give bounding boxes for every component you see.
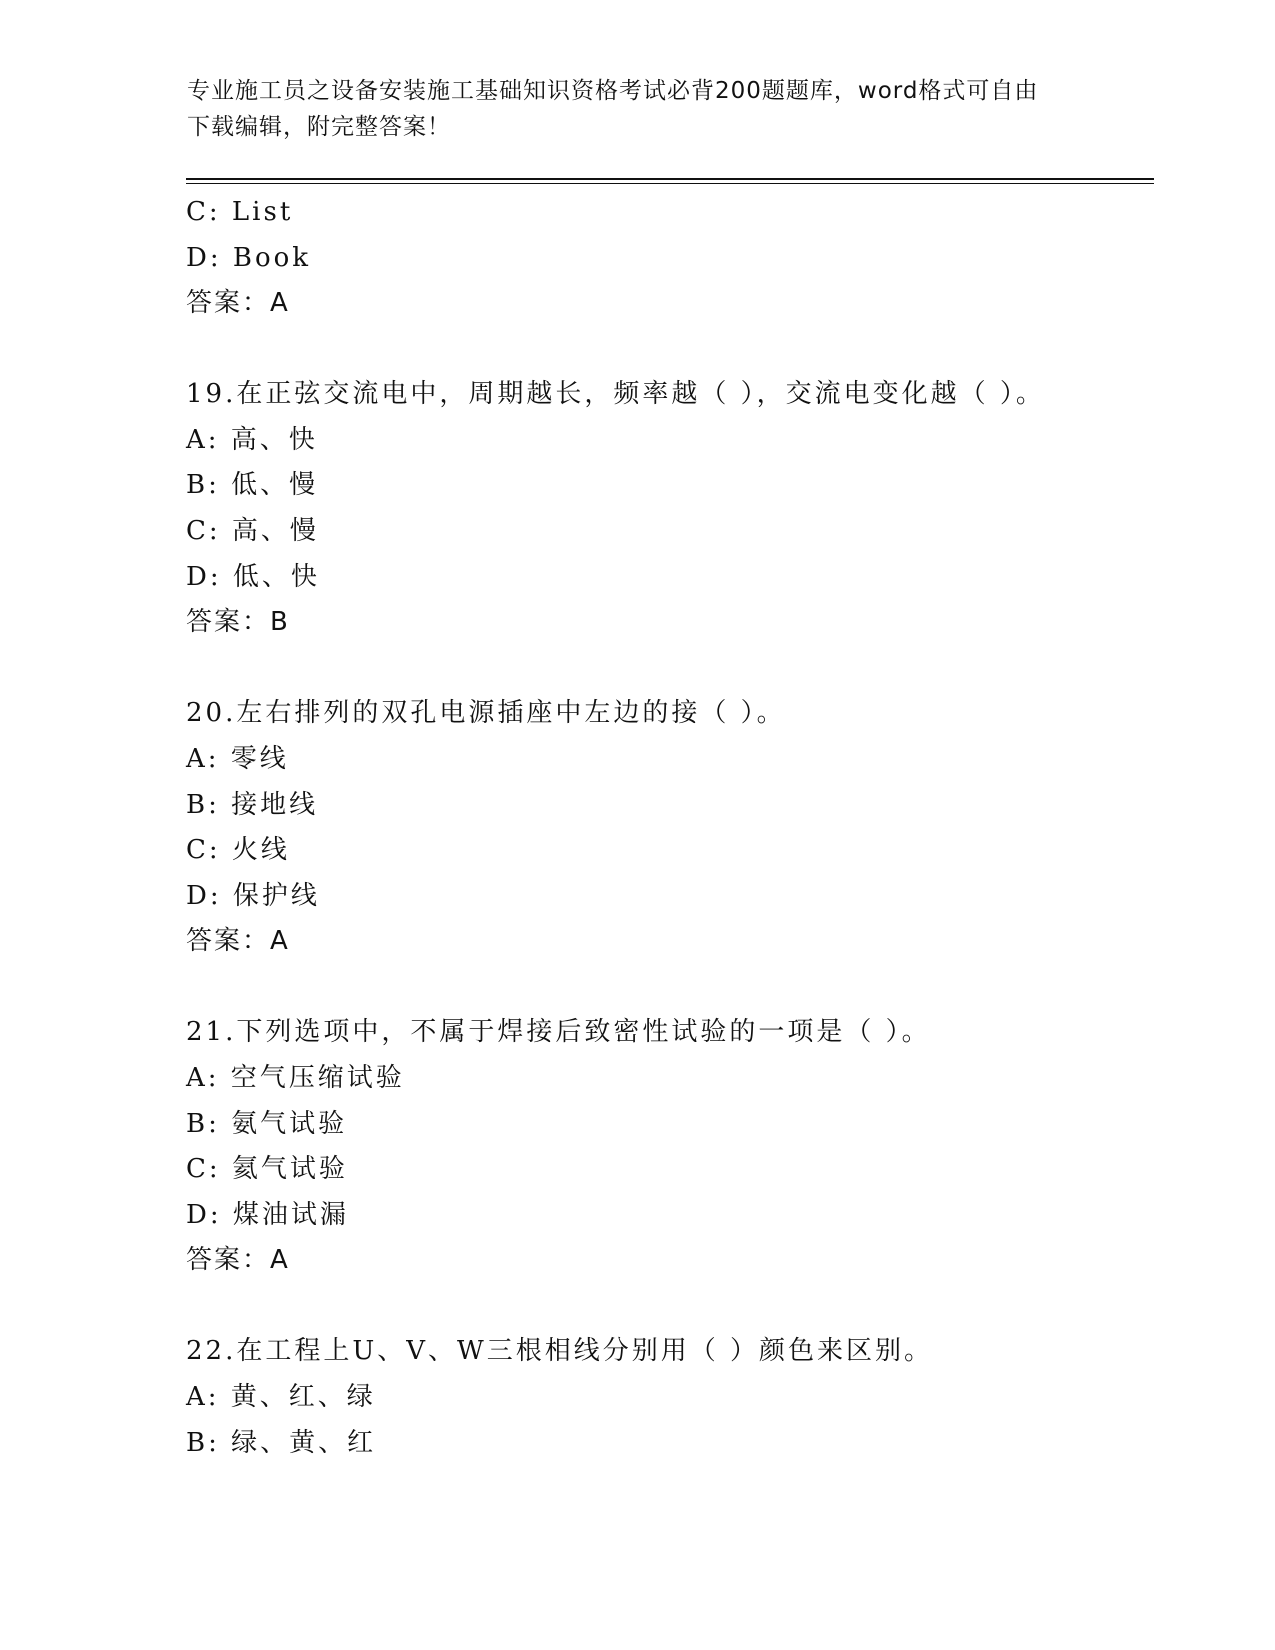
option-b: B: 接地线 [186, 789, 319, 820]
spacer [186, 1284, 1154, 1330]
option-d: D: Book [186, 242, 312, 273]
question-stem: 22.在工程上U、V、W三根相线分别用（ ）颜色来区别。 [186, 1336, 934, 1367]
option-b: B: 低、慢 [186, 470, 319, 501]
spacer [186, 646, 1154, 692]
question-stem: 20.左右排列的双孔电源插座中左边的接（ ）。 [186, 698, 786, 729]
option-d: D: 低、快 [186, 561, 320, 592]
spacer [186, 965, 1154, 1011]
question-block-22 [186, 1329, 1154, 1466]
spacer [186, 327, 1154, 373]
header-title-line-2: 下载编辑，附完整答案！ [187, 114, 451, 140]
option-b: B: 氨气试验 [186, 1108, 348, 1139]
question-stem: 21.下列选项中，不属于焊接后致密性试验的一项是（ ）。 [186, 1017, 931, 1048]
answer-line: 答案：A [186, 1245, 290, 1276]
option-d: D: 保护线 [186, 880, 320, 911]
option-a: A: 高、快 [186, 424, 318, 455]
question-list [186, 190, 1154, 1466]
question-block-20 [186, 691, 1154, 965]
option-a: A: 空气压缩试验 [186, 1063, 405, 1093]
header-rule-thin [186, 183, 1154, 184]
question-block-19 [186, 372, 1154, 646]
page-header [187, 73, 1087, 145]
question-block-18 [186, 190, 1154, 327]
answer-line: 答案：A [186, 926, 290, 957]
option-c: C: 氦气试验 [186, 1154, 348, 1185]
option-d: D: 煤油试漏 [186, 1199, 349, 1230]
option-c: C: 火线 [186, 835, 290, 866]
option-a: A: 零线 [186, 743, 289, 774]
option-b: B: 绿、黄、红 [186, 1427, 377, 1458]
question-stem: 19.在正弦交流电中，周期越长，频率越（ ），交流电变化越（ ）。 [186, 379, 1045, 410]
answer-line: 答案：A [186, 288, 290, 319]
option-c: C: List [186, 197, 294, 227]
question-block-21 [186, 1010, 1154, 1284]
header-title-line-1: 专业施工员之设备安装施工基础知识资格考试必背200题题库，word格式可自由 [187, 78, 1039, 104]
answer-line: 答案：B [186, 607, 290, 638]
option-a: A: 黄、红、绿 [186, 1382, 376, 1413]
option-c: C: 高、慢 [186, 516, 319, 547]
header-rule-thick [186, 178, 1154, 180]
